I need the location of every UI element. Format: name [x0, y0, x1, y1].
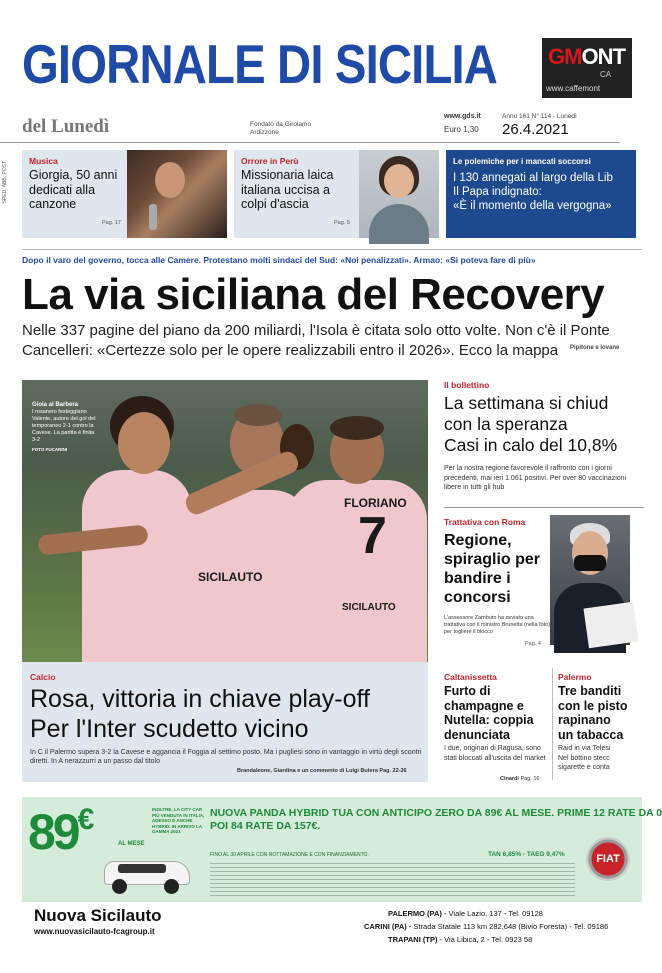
negotiation-page: Pag. 4: [525, 641, 541, 647]
palermo-title-line: Tre banditi: [558, 684, 622, 698]
main-byline: Pipitone e Iovane: [570, 345, 620, 351]
minister-photo: [550, 515, 630, 645]
teaser-text: Giorgia, 50 anni dedicati alla canzone: [29, 168, 118, 211]
dealer-address: PALERMO (PA) - Viale Lazio, 137 - Tel. 09128: [388, 909, 543, 918]
fiat-logo: FIAT: [586, 837, 630, 881]
palermo-title[interactable]: [558, 684, 627, 742]
founded-note: Fondato da Girolamo Ardizzone: [250, 121, 312, 136]
shirt-number: 7: [358, 507, 387, 565]
lead-credit: Brandaleone, Giardina e un commento di Luigi Butera Pag. 22-26: [237, 768, 407, 774]
advert-headline-line: NUOVA PANDA HYBRID TUA CON ANTICIPO ZERO DA 89€ AL MESE. PRIME 12 RATE DA 0: [210, 807, 662, 819]
palermo-title-line: con le pisto: [558, 698, 628, 713]
bulletin-title-line: La settimana si chiud: [444, 393, 609, 413]
side-code: SPED. ABB. POST.: [2, 160, 8, 204]
divider: [22, 249, 642, 250]
palermo-text-line: sigarette e conta: [558, 764, 610, 771]
advert-headline-line: POI 84 RATE DA 157€.: [210, 820, 321, 832]
singer-photo: [127, 150, 227, 238]
singer-face: [155, 162, 185, 198]
player-head: [118, 412, 170, 474]
lead-story[interactable]: [22, 662, 428, 782]
teaser-text: [453, 171, 613, 213]
caltanissetta-title[interactable]: Furto di champagne e Nutella: coppia denunciata: [444, 684, 534, 742]
advert-fine-print: [210, 863, 575, 899]
dealer-panel: [22, 902, 642, 973]
teaser-page: Pag. 5: [334, 220, 350, 226]
negotiation-kicker: Trattativa con Roma: [444, 517, 526, 527]
teaser-migrants[interactable]: [446, 150, 636, 238]
dealer-address: CARINI (PA) - Strada Statale 113 km 282,648 (Bivio Foresta) - Tel. 09186: [364, 922, 609, 931]
lead-kicker: Calcio: [30, 672, 56, 682]
newspaper-title[interactable]: GIORNALE DI SICILIA: [22, 33, 498, 95]
palermo-text: [558, 744, 610, 773]
microphone: [149, 204, 157, 230]
palermo-text-line: Nel bottino stecc: [558, 754, 610, 762]
bulletin-title-line: Casi in calo del 10,8%: [444, 435, 618, 455]
main-overline: Dopo il varo del governo, tocca alle Camere. Protestano molti sindaci del Sud: «Noi penalizzati». Armao: «Si poteva fare di più»: [22, 255, 536, 265]
negotiation-text: L'assessore Zambuto ha avviato una trattativa con il ministro Brunetta (nella foto) per togliere il blocco: [444, 615, 551, 635]
car-window: [118, 864, 166, 873]
issue-date: 26.4.2021: [502, 121, 569, 138]
palermo-title-line: un tabacca: [558, 727, 624, 742]
advert-headline: [210, 807, 662, 833]
teaser-text: Missionaria laica italiana uccisa a colpi d'ascia: [241, 168, 334, 211]
column-divider: [552, 668, 553, 780]
advert-offer: FINO AL 30 APRILE CON ROTTAMAZIONE E CON FINANZIAMENTO.: [210, 852, 369, 858]
dealer-url[interactable]: www.nuovasicilauto-fcagroup.it: [34, 927, 155, 936]
shirt-sponsor: SICILAUTO: [342, 602, 396, 613]
divider: [444, 507, 644, 508]
photo-caption-title: Gioia al Barbera: [32, 402, 79, 408]
car-wheel: [112, 879, 127, 894]
shirt-name: FLORIANO: [344, 496, 407, 510]
main-headline[interactable]: La via siciliana del Recovery: [22, 270, 605, 319]
teaser-music[interactable]: [22, 150, 226, 238]
teaser-kicker: Musica: [29, 156, 58, 166]
lead-title-line: Per l'Inter scudetto vicino: [30, 715, 309, 743]
teaser-line: «È il momento della vergogna»: [453, 200, 612, 212]
car-image: [100, 851, 196, 893]
palermo-kicker: Palermo: [558, 672, 592, 682]
lead-title-line: Rosa, vittoria in chiave play-off: [30, 685, 370, 713]
lead-title: [30, 684, 370, 744]
advert-price: 89€: [28, 803, 95, 860]
teaser-page: Pag. 17: [102, 220, 121, 226]
palermo-title-line: rapinano: [558, 713, 611, 727]
divider: [0, 142, 620, 143]
standfirst-line: Cancelleri: «Certezze solo per le opere realizzabili entro il 2026». Ecco la mappa: [22, 341, 559, 359]
palermo-text-line: Raid in via Telesi: [558, 745, 611, 752]
teaser-peru[interactable]: [234, 150, 438, 238]
standfirst-line: Nelle 337 pagine del piano da 200 miliardi, l'Isola è citata solo otto volte. Non c'è il Ponte: [22, 322, 610, 339]
advert-logo: GMONT: [548, 44, 625, 69]
photo-caption-text: I rosanero festeggiano Valente, autore del gol del temporaneo 2-1 contro la Cavese. La partita è finita 3-2: [32, 409, 96, 443]
player-hair: [330, 416, 384, 440]
document-sheet: [583, 602, 638, 649]
lead-text: In C il Palermo supera 3-2 la Cavese e aggancia il Foggia al settimo posto. Ma i pugliesi sono in vantaggio in virtù degli scontri diretti. In A nerazzurri a un passo dal titolo: [30, 749, 422, 765]
car-advert[interactable]: [22, 797, 662, 973]
teaser-kicker: Orrore in Perù: [241, 156, 299, 166]
caltanissetta-text: I due, originari di Ragusa, sono stati bloccati all'uscita del market: [444, 745, 546, 762]
advert-per-month: AL MESE: [118, 841, 145, 847]
teaser-line: I 130 annegati al largo della Lib: [453, 172, 613, 184]
price: Euro 1,30: [444, 125, 479, 134]
negotiation-title[interactable]: Regione, spiraglio per bandire i concorsi: [444, 532, 541, 606]
caltanissetta-credit: Cinardi Pag. 16: [500, 776, 540, 782]
issue-number: Anno 161 N° 114 - Lunedì: [502, 113, 577, 120]
football-photo[interactable]: [22, 380, 428, 662]
website-link[interactable]: www.gds.it: [444, 113, 481, 120]
photo-credit: FOTO FUCARINI: [32, 447, 68, 452]
advert-rates: TAN 6,85% - TAEG 9,47%: [488, 851, 565, 858]
advert-sub: CA: [600, 70, 612, 79]
dealer-name: Nuova Sicilauto: [34, 906, 162, 925]
dealer-address: TRAPANI (TP) - Via Libica, 2 - Tel. 0923 58: [388, 935, 533, 944]
bulletin-kicker: Il bollettino: [444, 380, 490, 390]
advert-url: www.caffemont: [546, 84, 601, 93]
missionary-body: [369, 204, 429, 244]
bulletin-text: Per la nostra regione favorevole il raffronto con i giorni precedenti, mai ieri 1.061 positivi. Per over 80 vaccinazioni libere in tutti gli hub: [444, 465, 627, 491]
caltanissetta-kicker: Caltanissetta: [444, 672, 497, 682]
player-left: [82, 470, 192, 670]
masthead: [0, 0, 625, 140]
missionary-face: [384, 164, 414, 198]
player-hair: [234, 404, 282, 426]
photo-caption: [32, 402, 96, 453]
bulletin-title-line: con la speranza: [444, 414, 568, 434]
bulletin-title[interactable]: [444, 393, 617, 456]
shirt-sponsor: SICILAUTO: [198, 570, 263, 584]
missionary-photo: [359, 150, 439, 238]
face-mask: [574, 555, 606, 571]
advert-panel: [22, 797, 662, 902]
main-standfirst: [22, 321, 610, 360]
car-wheel: [164, 879, 179, 894]
teaser-kicker: Le polemiche per i mancati soccorsi: [453, 157, 591, 166]
edition-label: del Lunedì: [22, 116, 110, 137]
teaser-line: Il Papa indignato:: [453, 186, 542, 198]
top-advert[interactable]: [542, 38, 632, 98]
advert-note: INOLTRE, LA CITY CAR PIÙ VENDUTA IN ITALIA, ADESSO È ANCHE HYBRID. IN ARRIVO LA GAMMA 2021: [152, 807, 205, 834]
